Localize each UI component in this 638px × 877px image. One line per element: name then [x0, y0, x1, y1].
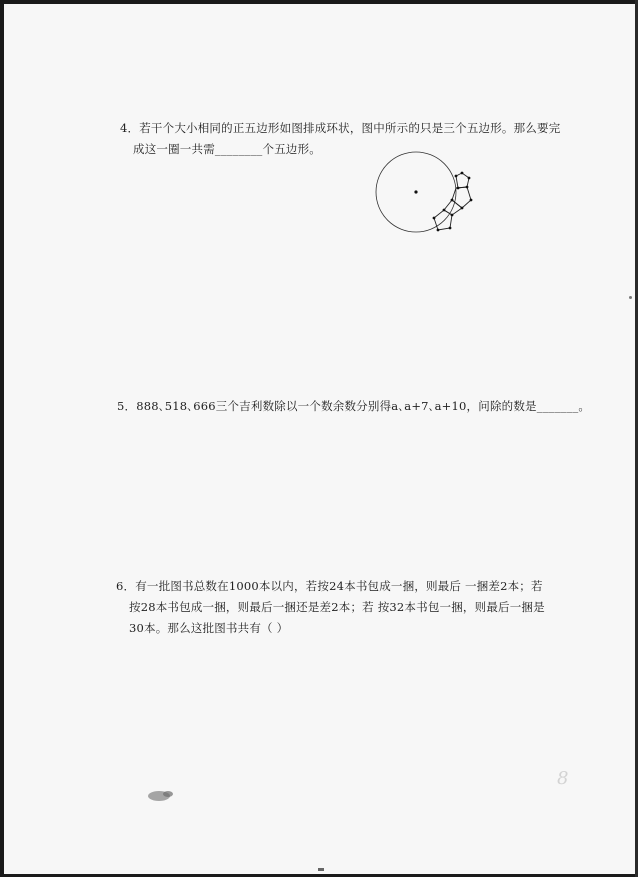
question-4-line-2: 成这一圈一共需________个五边形。 [133, 142, 321, 156]
question-5 [117, 396, 591, 417]
scan-speck-bottom [318, 868, 324, 871]
question-6-line-3: 30本。那么这批图书共有（ ） [129, 621, 289, 635]
scan-edge-top [0, 0, 638, 4]
pentagon-ring-figure [372, 150, 482, 240]
question-6-line-2: 按28本书包成一捆，则最后一捆还是差2本；若 按32本书包一捆，则最后一捆是 [129, 600, 545, 614]
ink-smudge [146, 788, 176, 804]
question-6 [116, 576, 545, 639]
question-4-line-1: 4．若干个大小相同的正五边形如图排成环状，图中所示的只是三个五边形。那么要完 [120, 121, 561, 135]
question-5-line-1: 5．888､518､666三个吉利数除以一个数余数分别得a､a+7､a+10，问除的数是_______。 [117, 399, 591, 413]
scan-edge-left [0, 0, 4, 877]
faint-page-mark: 8 [557, 768, 569, 789]
scan-speck [629, 296, 632, 299]
question-6-line-1: 6．有一批图书总数在1000本以内，若按24本书包成一捆，则最后 一捆差2本；若 [116, 579, 543, 593]
